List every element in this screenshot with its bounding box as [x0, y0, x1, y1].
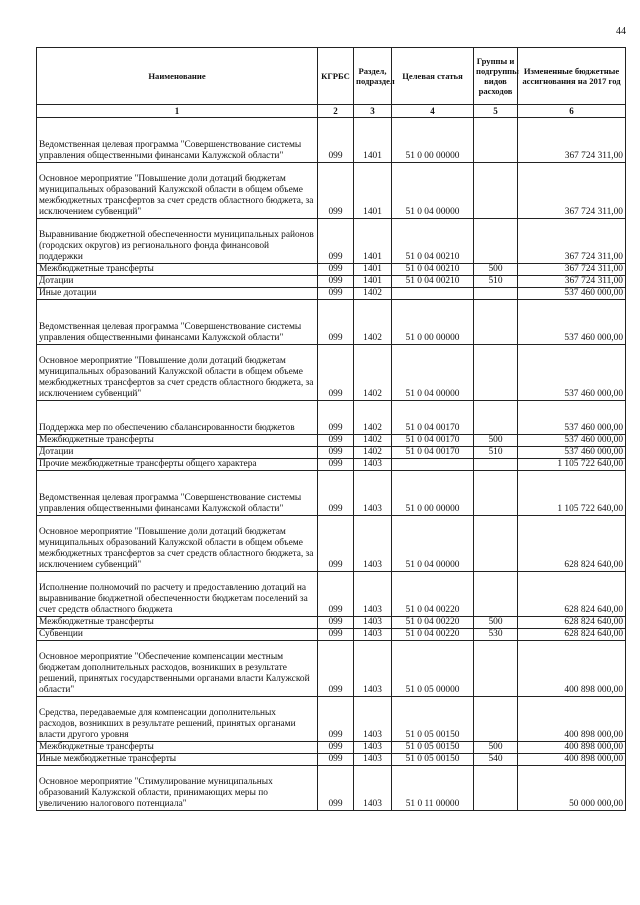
row-amount: 537 460 000,00 — [518, 401, 626, 435]
row-expense-type: 500 — [474, 742, 518, 754]
row-name: Ведомственная целевая программа "Совершенствование системы управления общественными финансами Калужской области" — [37, 471, 318, 516]
row-kgrbs: 099 — [318, 516, 354, 572]
column-number: 1 — [37, 105, 318, 118]
row-razdel: 1403 — [354, 754, 392, 766]
row-target: 51 0 04 00000 — [392, 516, 474, 572]
header-groups: Группы и подгруппы видов расходов — [474, 48, 518, 105]
row-amount: 1 105 722 640,00 — [518, 471, 626, 516]
row-amount: 400 898 000,00 — [518, 697, 626, 742]
row-kgrbs: 099 — [318, 276, 354, 288]
row-name: Поддержка мер по обеспечению сбалансированности бюджетов — [37, 401, 318, 435]
table-body — [37, 118, 626, 811]
row-name: Межбюджетные трансферты — [37, 435, 318, 447]
row-expense-type — [474, 471, 518, 516]
row-name: Иные межбюджетные трансферты — [37, 754, 318, 766]
row-razdel: 1403 — [354, 471, 392, 516]
header-target: Целевая статья — [392, 48, 474, 105]
row-razdel: 1403 — [354, 742, 392, 754]
row-kgrbs: 099 — [318, 219, 354, 264]
page-number: 44 — [616, 26, 626, 37]
row-name: Средства, передаваемые для компенсации дополнительных расходов, возникших в результате решений, принятых органами власти другого уровня — [37, 697, 318, 742]
row-razdel: 1402 — [354, 288, 392, 300]
header-kgrbs: КГРБС — [318, 48, 354, 105]
row-name: Ведомственная целевая программа "Совершенствование системы управления общественными финансами Калужской области" — [37, 300, 318, 345]
row-razdel: 1402 — [354, 447, 392, 459]
row-name: Прочие межбюджетные трансферты общего характера — [37, 459, 318, 471]
row-kgrbs: 099 — [318, 345, 354, 401]
table-row — [37, 288, 626, 300]
row-amount: 400 898 000,00 — [518, 754, 626, 766]
row-expense-type — [474, 572, 518, 617]
row-expense-type: 510 — [474, 276, 518, 288]
row-expense-type — [474, 401, 518, 435]
column-number: 5 — [474, 105, 518, 118]
row-target: 51 0 04 00220 — [392, 617, 474, 629]
row-name: Основное мероприятие "Повышение доли дотаций бюджетам муниципальных образований Калужской области в общем объеме межбюджетных трансфертов за счет средств областного бюджета, за исключением субвенций" — [37, 516, 318, 572]
row-razdel: 1403 — [354, 572, 392, 617]
row-kgrbs: 099 — [318, 447, 354, 459]
row-amount: 367 724 311,00 — [518, 276, 626, 288]
row-razdel: 1402 — [354, 401, 392, 435]
row-razdel: 1401 — [354, 276, 392, 288]
row-amount: 367 724 311,00 — [518, 118, 626, 163]
table-row — [37, 641, 626, 697]
row-kgrbs: 099 — [318, 264, 354, 276]
row-kgrbs: 099 — [318, 754, 354, 766]
row-amount: 367 724 311,00 — [518, 219, 626, 264]
row-name: Выравнивание бюджетной обеспеченности муниципальных районов (городских округов) из регионального фонда финансовой поддержки — [37, 219, 318, 264]
row-target: 51 0 04 00210 — [392, 264, 474, 276]
table-row — [37, 572, 626, 617]
row-amount: 1 105 722 640,00 — [518, 459, 626, 471]
row-amount: 50 000 000,00 — [518, 766, 626, 811]
budget-table — [36, 47, 626, 811]
row-target: 51 0 04 00170 — [392, 447, 474, 459]
row-kgrbs: 099 — [318, 572, 354, 617]
row-name: Основное мероприятие "Стимулирование муниципальных образований Калужской области, принимающих меры по увеличению налогового потенциала" — [37, 766, 318, 811]
row-target: 51 0 00 00000 — [392, 300, 474, 345]
row-target: 51 0 04 00210 — [392, 276, 474, 288]
table-row — [37, 629, 626, 641]
header-amount: Измененные бюджетные ассигнования на 2017 год — [518, 48, 626, 105]
row-expense-type: 500 — [474, 435, 518, 447]
row-name: Межбюджетные трансферты — [37, 264, 318, 276]
row-target: 51 0 04 00220 — [392, 572, 474, 617]
row-name: Дотации — [37, 276, 318, 288]
row-expense-type — [474, 766, 518, 811]
row-expense-type — [474, 163, 518, 219]
table-row — [37, 276, 626, 288]
row-kgrbs: 099 — [318, 471, 354, 516]
row-kgrbs: 099 — [318, 742, 354, 754]
row-expense-type: 510 — [474, 447, 518, 459]
row-expense-type: 530 — [474, 629, 518, 641]
table-row — [37, 345, 626, 401]
row-expense-type — [474, 459, 518, 471]
row-target: 51 0 04 00170 — [392, 435, 474, 447]
row-amount: 367 724 311,00 — [518, 163, 626, 219]
row-razdel: 1403 — [354, 617, 392, 629]
row-razdel: 1402 — [354, 345, 392, 401]
row-amount: 628 824 640,00 — [518, 617, 626, 629]
table-row — [37, 471, 626, 516]
row-amount: 537 460 000,00 — [518, 447, 626, 459]
row-kgrbs: 099 — [318, 435, 354, 447]
table-row — [37, 697, 626, 742]
row-target: 51 0 11 00000 — [392, 766, 474, 811]
column-number: 3 — [354, 105, 392, 118]
row-expense-type — [474, 288, 518, 300]
column-number: 6 — [518, 105, 626, 118]
row-razdel: 1403 — [354, 641, 392, 697]
table-row — [37, 118, 626, 163]
row-name: Субвенции — [37, 629, 318, 641]
table-row — [37, 447, 626, 459]
row-name: Основное мероприятие "Повышение доли дотаций бюджетам муниципальных образований Калужской области в общем объеме межбюджетных трансфертов за счет средств областного бюджета, за исключением субвенций" — [37, 345, 318, 401]
row-amount: 537 460 000,00 — [518, 345, 626, 401]
row-amount: 537 460 000,00 — [518, 288, 626, 300]
row-name: Иные дотации — [37, 288, 318, 300]
row-razdel: 1403 — [354, 766, 392, 811]
row-kgrbs: 099 — [318, 163, 354, 219]
row-kgrbs: 099 — [318, 629, 354, 641]
row-expense-type — [474, 118, 518, 163]
table-row — [37, 435, 626, 447]
table-row — [37, 459, 626, 471]
row-name: Ведомственная целевая программа "Совершенствование системы управления общественными финансами Калужской области" — [37, 118, 318, 163]
row-razdel: 1401 — [354, 264, 392, 276]
row-name: Дотации — [37, 447, 318, 459]
row-amount: 400 898 000,00 — [518, 641, 626, 697]
row-expense-type — [474, 641, 518, 697]
row-expense-type — [474, 219, 518, 264]
row-kgrbs: 099 — [318, 401, 354, 435]
row-kgrbs: 099 — [318, 641, 354, 697]
table-row — [37, 264, 626, 276]
row-kgrbs: 099 — [318, 118, 354, 163]
row-expense-type — [474, 300, 518, 345]
table-row — [37, 766, 626, 811]
header-row — [37, 48, 626, 105]
column-number: 4 — [392, 105, 474, 118]
row-razdel: 1403 — [354, 629, 392, 641]
row-target: 51 0 05 00150 — [392, 697, 474, 742]
table-row — [37, 742, 626, 754]
row-expense-type: 540 — [474, 754, 518, 766]
row-amount: 400 898 000,00 — [518, 742, 626, 754]
row-razdel: 1402 — [354, 435, 392, 447]
table-row — [37, 617, 626, 629]
row-kgrbs: 099 — [318, 300, 354, 345]
row-target — [392, 288, 474, 300]
column-number: 2 — [318, 105, 354, 118]
row-amount: 628 824 640,00 — [518, 572, 626, 617]
row-razdel: 1403 — [354, 516, 392, 572]
row-expense-type — [474, 345, 518, 401]
row-target: 51 0 05 00150 — [392, 754, 474, 766]
row-target: 51 0 05 00150 — [392, 742, 474, 754]
row-kgrbs: 099 — [318, 617, 354, 629]
table-row — [37, 163, 626, 219]
table-row — [37, 754, 626, 766]
row-target: 51 0 00 00000 — [392, 471, 474, 516]
row-kgrbs: 099 — [318, 459, 354, 471]
row-name: Исполнение полномочий по расчету и предоставлению дотаций на выравнивание бюджетной обеспеченности бюджетам поселений за счет средств областного бюджета — [37, 572, 318, 617]
table-row — [37, 401, 626, 435]
row-razdel: 1403 — [354, 697, 392, 742]
row-kgrbs: 099 — [318, 288, 354, 300]
row-name: Межбюджетные трансферты — [37, 617, 318, 629]
row-kgrbs: 099 — [318, 766, 354, 811]
header-razdel: Раздел, подраздел — [354, 48, 392, 105]
row-target: 51 0 04 00170 — [392, 401, 474, 435]
row-amount: 537 460 000,00 — [518, 300, 626, 345]
row-target: 51 0 00 00000 — [392, 118, 474, 163]
row-name: Межбюджетные трансферты — [37, 742, 318, 754]
row-razdel: 1402 — [354, 300, 392, 345]
row-target — [392, 459, 474, 471]
row-razdel: 1401 — [354, 219, 392, 264]
row-name: Основное мероприятие "Обеспечение компенсации местным бюджетам дополнительных расходов, возникших в результате решений, принятых государственными органами власти Калужской области" — [37, 641, 318, 697]
header-name: Наименование — [37, 48, 318, 105]
row-expense-type: 500 — [474, 617, 518, 629]
row-target: 51 0 04 00210 — [392, 219, 474, 264]
column-number-row — [37, 105, 626, 118]
row-razdel: 1401 — [354, 118, 392, 163]
row-razdel: 1401 — [354, 163, 392, 219]
row-target: 51 0 04 00000 — [392, 345, 474, 401]
table-row — [37, 516, 626, 572]
row-expense-type: 500 — [474, 264, 518, 276]
row-target: 51 0 04 00220 — [392, 629, 474, 641]
table-row — [37, 219, 626, 264]
row-expense-type — [474, 516, 518, 572]
row-amount: 628 824 640,00 — [518, 629, 626, 641]
row-kgrbs: 099 — [318, 697, 354, 742]
row-expense-type — [474, 697, 518, 742]
row-target: 51 0 05 00000 — [392, 641, 474, 697]
row-amount: 537 460 000,00 — [518, 435, 626, 447]
row-razdel: 1403 — [354, 459, 392, 471]
row-target: 51 0 04 00000 — [392, 163, 474, 219]
row-amount: 628 824 640,00 — [518, 516, 626, 572]
row-name: Основное мероприятие "Повышение доли дотаций бюджетам муниципальных образований Калужской области в общем объеме межбюджетных трансфертов за счет средств областного бюджета, за исключением субвенций" — [37, 163, 318, 219]
row-amount: 367 724 311,00 — [518, 264, 626, 276]
table-row — [37, 300, 626, 345]
